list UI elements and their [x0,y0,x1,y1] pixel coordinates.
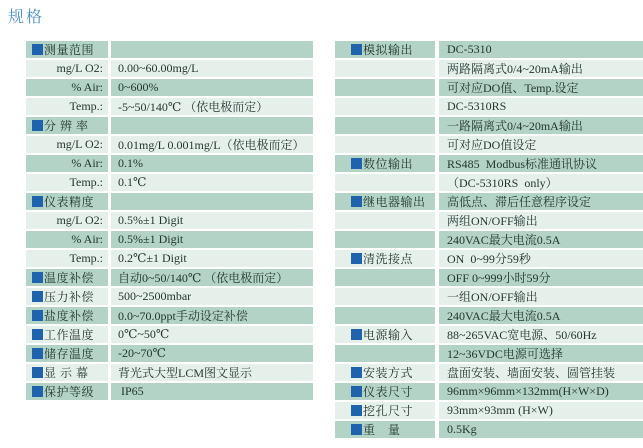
spec-row-label [26,326,111,343]
spec-label-text: 挖孔尺寸 [363,404,414,418]
spec-row-label [26,307,111,324]
spec-row-value: 0.5%±1 Digit [118,213,184,227]
spec-row-label [335,174,439,191]
bullet-square-icon [32,386,43,397]
spec-label-text: 模拟输出 [363,43,414,57]
spec-row [335,193,643,212]
spec-label-text: mg/L O2: [56,213,103,227]
spec-row-label [335,421,439,438]
spec-row-label [335,250,439,267]
bullet-square-icon [351,196,362,207]
spec-row [26,60,313,79]
spec-row [335,174,643,193]
spec-row-label [335,136,439,153]
spec-row-value: 96mm×96mm×132mm(H×W×D) [447,384,609,398]
spec-row [26,174,313,193]
spec-row [26,364,313,383]
spec-label-text: 电源输入 [363,328,414,342]
spec-row-value: 88~265VAC宽电源、50/60Hz [447,328,597,342]
bullet-square-icon [32,44,43,55]
spec-row-label [26,79,111,96]
spec-label-text: 温度补偿 [44,271,95,285]
spec-row-value: 盘面安装、墙面安装、圆管挂装 [447,366,616,380]
spec-row-label [335,231,439,248]
spec-label-text: 盐度补偿 [44,309,95,323]
spec-row [26,193,313,212]
spec-label-text: 测量范围 [44,43,95,57]
spec-row [26,307,313,326]
spec-row-label [26,174,111,191]
output-spec-table [335,41,643,440]
bullet-square-icon [351,405,362,416]
bullet-square-icon [351,253,362,264]
spec-row-label [335,402,439,419]
spec-row-label [26,117,111,134]
spec-row-label [26,288,111,305]
spec-row-value [111,41,313,58]
spec-label-text: Temp.: [69,251,103,265]
spec-row-label [26,60,111,77]
spec-label-text: 安装方式 [363,366,414,380]
spec-label-text: Temp.: [69,99,103,113]
spec-row-label [335,41,439,58]
spec-row-value: 高低点、滞后任意程序设定 [447,195,592,209]
spec-row-label [26,250,111,267]
spec-row [26,136,313,155]
spec-row-label [26,155,111,172]
spec-row-value: 12~36VDC电源可选择 [447,347,563,361]
spec-label-text: % Air: [71,80,103,94]
bullet-square-icon [351,158,362,169]
spec-row-label [335,383,439,400]
spec-row [335,79,643,98]
spec-row [335,212,643,231]
spec-row-label [26,212,111,229]
spec-label-text: 继电器输出 [363,195,426,209]
spec-row-label [26,345,111,362]
spec-row-label [335,60,439,77]
spec-row-label [335,288,439,305]
spec-row-value: （DC-5310RS only） [447,176,558,190]
spec-row [335,307,643,326]
spec-label-text: 分 辨 率 [44,119,89,133]
spec-row [335,402,643,421]
spec-row-value: 0.2℃±1 Digit [118,251,187,265]
spec-row-label [335,326,439,343]
spec-row [26,288,313,307]
spec-label-text: 储存温度 [44,347,95,361]
bullet-square-icon [32,329,43,340]
spec-row-label [26,269,111,286]
spec-row-label [335,212,439,229]
spec-row [335,98,643,117]
spec-row-label [26,231,111,248]
spec-row-label [335,155,439,172]
spec-row-value: 0.00~60.00mg/L [118,61,199,75]
spec-row-value: 0.5Kg [447,422,477,436]
spec-row-label [335,193,439,210]
spec-row-value: 240VAC最大电流0.5A [447,309,561,323]
spec-row [26,250,313,269]
spec-row-value: 自动0~50/140℃ （依电极而定） [118,271,289,285]
spec-row [335,155,643,174]
spec-row-value [111,193,313,210]
spec-row-value: 0.1℃ [118,175,147,189]
spec-row-value: 0.0~70.0ppt手动设定补偿 [118,309,248,323]
spec-row [26,155,313,174]
spec-row [26,383,313,402]
spec-row [335,383,643,402]
spec-row [335,231,643,250]
spec-row-label [26,98,111,115]
spec-label-text: 显 示 幕 [44,366,89,380]
spec-row-label [26,364,111,381]
spec-row-value: 一组ON/OFF输出 [447,290,538,304]
spec-row [335,117,643,136]
spec-row-value: -5~50/140℃ （依电极而定） [118,100,269,114]
spec-row [335,288,643,307]
bullet-square-icon [351,329,362,340]
bullet-square-icon [351,367,362,378]
spec-row-label [335,307,439,324]
spec-row-label [335,364,439,381]
spec-row [26,117,313,136]
measurement-spec-table [26,41,313,402]
bullet-square-icon [351,424,362,435]
spec-row-value: 0~600% [118,80,159,94]
bullet-square-icon [32,196,43,207]
spec-label-text: % Air: [71,156,103,170]
spec-row-value: -20~70℃ [118,346,166,360]
spec-row-value: 两组ON/OFF输出 [447,214,538,228]
bullet-square-icon [32,291,43,302]
spec-row [335,60,643,79]
spec-label-text: 保护等级 [44,385,95,399]
spec-row-value [111,117,313,134]
spec-row-value: ON 0~99分59秒 [447,252,531,266]
spec-row [26,41,313,60]
bullet-square-icon [32,272,43,283]
spec-row [26,326,313,345]
spec-label-text: 清洗接点 [363,252,414,266]
spec-row-label [335,269,439,286]
bullet-square-icon [32,120,43,131]
spec-label-text: mg/L O2: [56,61,103,75]
spec-row [335,364,643,383]
spec-row-value: 0.1% [118,156,143,170]
spec-row [335,136,643,155]
spec-row-value: RS485 Modbus标准通讯协议 [447,157,598,171]
bullet-square-icon [32,310,43,321]
spec-row-value: IP65 [118,384,144,398]
spec-row-label [335,117,439,134]
spec-row-label [26,383,111,400]
spec-row-value: 可对应DO值设定 [447,138,537,152]
spec-row-label [335,79,439,96]
spec-row [26,212,313,231]
spec-row-value: 240VAC最大电流0.5A [447,233,561,247]
bullet-square-icon [32,367,43,378]
spec-row-label [26,193,111,210]
spec-label-text: mg/L O2: [56,137,103,151]
spec-row [335,326,643,345]
spec-label-text: 重 量 [363,423,401,437]
spec-label-text: % Air: [71,232,103,246]
spec-row [335,345,643,364]
spec-row-value: 0℃~50℃ [118,327,170,341]
spec-label-text: 数位输出 [363,157,414,171]
spec-row-value: DC-5310 [447,42,492,56]
spec-label-text: Temp.: [69,175,103,189]
spec-row-value: DC-5310RS [447,99,507,113]
spec-row-value: 两路隔离式0/4~20mA输出 [447,62,583,76]
spec-row-value: 一路隔离式0/4~20mA输出 [447,119,583,133]
spec-row [335,250,643,269]
spec-row-value: OFF 0~999小时59分 [447,271,551,285]
spec-label-text: 压力补偿 [44,290,95,304]
spec-row-value: 可对应DO值、Temp.设定 [447,81,579,95]
bullet-square-icon [351,386,362,397]
spec-row [26,98,313,117]
spec-label-text: 仪表精度 [44,195,95,209]
spec-row [26,345,313,364]
spec-label-text: 工作温度 [44,328,95,342]
spec-row-label [26,136,111,153]
spec-row-value: 500~2500mbar [118,289,192,303]
spec-row [26,79,313,98]
spec-row-value: 0.01mg/L 0.001mg/L（依电极而定） [118,138,305,152]
spec-row-value: 背光式大型LCM图文显示 [118,366,253,380]
spec-row-value: 93mm×93mm (H×W) [447,403,553,417]
spec-row [335,421,643,440]
spec-row-value: 0.5%±1 Digit [118,232,184,246]
spec-row-label [335,98,439,115]
spec-row-label [335,345,439,362]
spec-row [26,231,313,250]
spec-row [26,269,313,288]
bullet-square-icon [32,348,43,359]
spec-row [335,41,643,60]
page-title: 规格 [8,9,45,26]
spec-label-text: 仪表尺寸 [363,385,414,399]
spec-row [335,269,643,288]
bullet-square-icon [351,44,362,55]
spec-row-label [26,41,111,58]
